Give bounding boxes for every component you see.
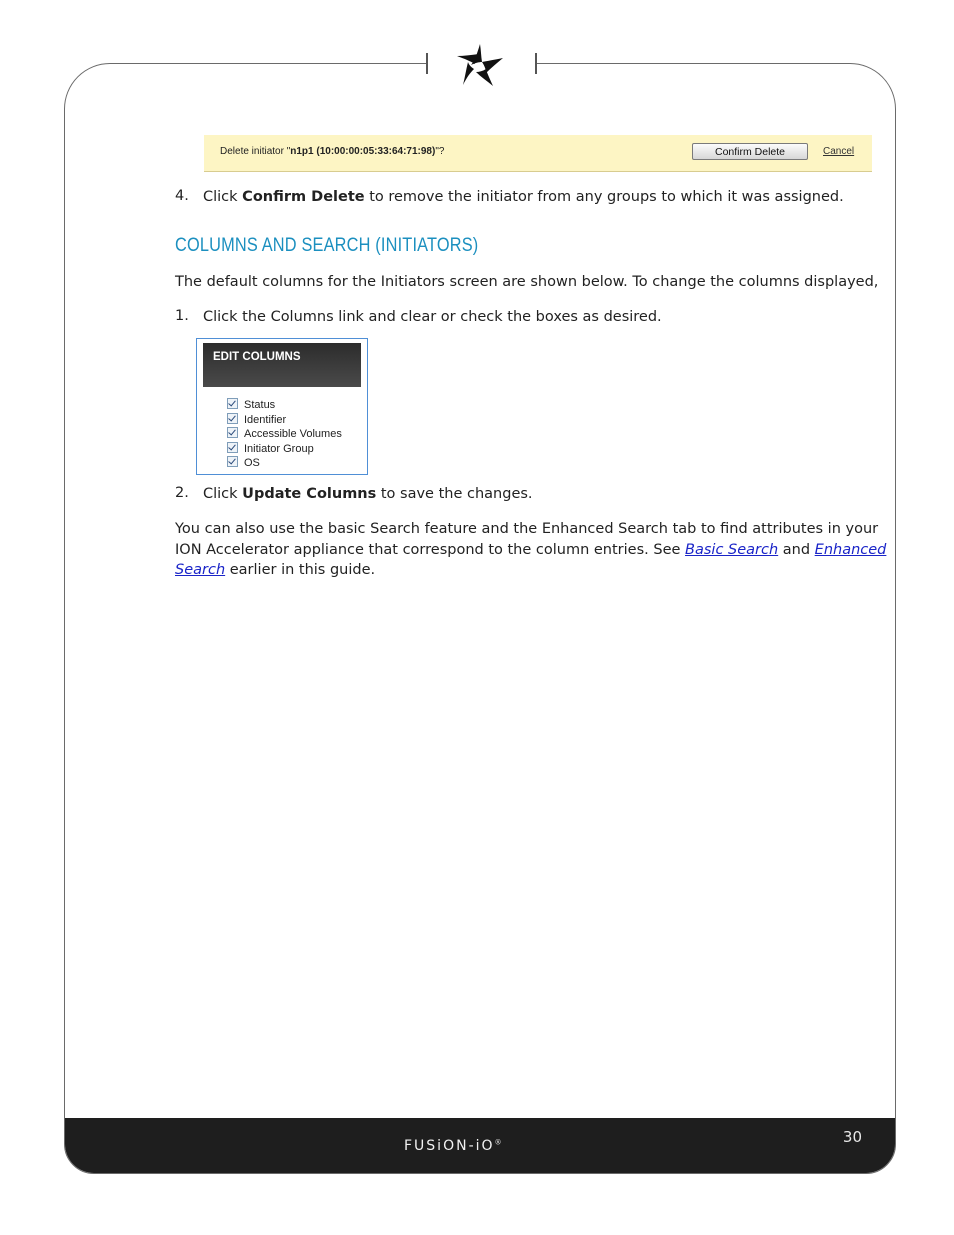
brand-text: FUSiON-iO	[404, 1138, 495, 1154]
column-option-accessible-volumes[interactable]	[227, 427, 342, 441]
enhanced-search-link[interactable]: Enhanced	[814, 542, 887, 558]
section-heading: COLUMNS AND SEARCH (INITIATORS)	[175, 235, 479, 256]
delete-prompt-suffix: "?	[435, 146, 445, 157]
step-suffix: to save the changes.	[376, 486, 533, 502]
registered-mark: ®	[494, 1138, 502, 1147]
column-option-status[interactable]	[227, 398, 275, 412]
step-prefix: Click	[203, 486, 243, 502]
checkbox-checked-icon[interactable]	[227, 442, 238, 453]
step-number: 4.	[175, 188, 189, 204]
fusion-io-logo	[404, 1138, 502, 1154]
delete-confirmation-bar	[204, 135, 872, 172]
section-intro: The default columns for the Initiators screen are shown below. To change the columns displayed,	[175, 274, 879, 290]
basic-search-link[interactable]: Basic Search	[685, 542, 779, 558]
delete-prompt	[220, 146, 444, 157]
step-prefix: Click	[203, 189, 243, 205]
edit-columns-panel	[196, 338, 368, 475]
edit-columns-title: EDIT COLUMNS	[213, 351, 301, 363]
closing-line-3	[175, 560, 375, 581]
column-option-label: Status	[244, 399, 276, 411]
closing-text: ION Accelerator appliance that correspond to the column entries. See	[175, 542, 686, 558]
closing-line-1: You can also use the basic Search feature and the Enhanced Search tab to find attributes in your	[175, 521, 879, 537]
column-option-label: OS	[244, 457, 260, 469]
checkbox-checked-icon[interactable]	[227, 427, 238, 438]
column-option-label: Identifier	[244, 414, 287, 426]
checkbox-checked-icon[interactable]	[227, 456, 238, 467]
page-number: 30	[842, 1128, 862, 1146]
step-number: 1.	[175, 308, 189, 324]
step-text: Click the Columns link and clear or check the boxes as desired.	[203, 309, 662, 325]
step-bold: Update Columns	[242, 486, 377, 502]
confirm-delete-button[interactable]: Confirm Delete	[692, 143, 808, 160]
closing-text: earlier in this guide.	[225, 562, 376, 578]
column-option-identifier[interactable]	[227, 413, 286, 427]
page-frame	[64, 63, 896, 1174]
checkbox-checked-icon[interactable]	[227, 398, 238, 409]
column-option-label: Accessible Volumes	[244, 428, 342, 440]
step-bold: Confirm Delete	[242, 189, 365, 205]
cancel-link[interactable]: Cancel	[823, 146, 855, 157]
step-number: 2.	[175, 485, 189, 501]
star-logo-icon	[453, 40, 507, 90]
enhanced-search-link-continued[interactable]: Search	[175, 562, 226, 578]
closing-text: and	[778, 542, 815, 558]
column-option-initiator-group[interactable]	[227, 442, 314, 456]
delete-target: n1p1 (10:00:00:05:33:64:71:98)	[290, 146, 436, 157]
edit-columns-header	[203, 343, 361, 387]
column-option-os[interactable]	[227, 456, 260, 470]
frame-tick-right	[535, 53, 537, 74]
delete-prompt-prefix: Delete initiator "	[220, 146, 291, 157]
page-footer	[65, 1118, 895, 1173]
step-text	[203, 187, 844, 208]
checkbox-checked-icon[interactable]	[227, 413, 238, 424]
column-option-label: Initiator Group	[244, 443, 314, 455]
frame-tick-left	[426, 53, 428, 74]
step-text	[203, 484, 533, 505]
closing-line-2	[175, 540, 886, 561]
step-suffix: to remove the initiator from any groups to which it was assigned.	[364, 189, 844, 205]
